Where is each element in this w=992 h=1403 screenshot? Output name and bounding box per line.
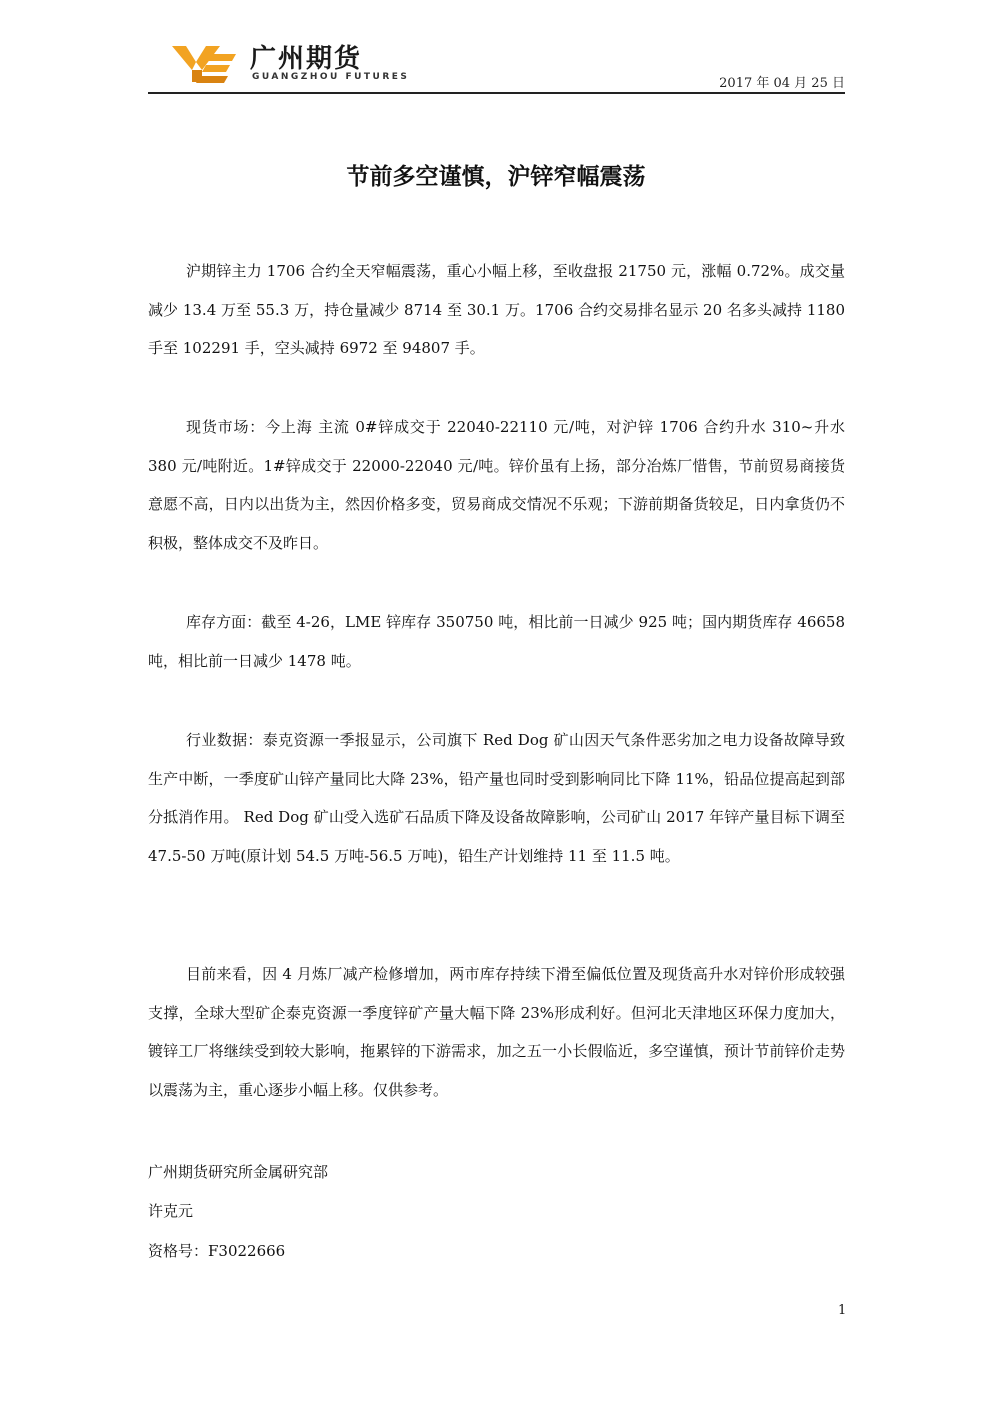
brand-name-cn: 广州期货 [250, 44, 363, 74]
page-header [148, 30, 845, 92]
paragraph-spot-market: 现货市场：今上海 主流 0#锌成交于 22040-22110 元/吨，对沪锌 1706 合约升水 310~升水 380 元/吨附近。1#锌成交于 22000-22040 元/吨。锌价虽有上扬，部分冶炼厂惜售，节前贸易商接货意愿不高，日内以出货为主，然因价格多变，贸易商成交情况不乐观；下游前期备货较足，日内拿货仍不积极，整体成交不及昨日。 [148, 418, 845, 552]
paragraph-industry-data: 行业数据：泰克资源一季报显示，公司旗下 Red Dog 矿山因天气条件恶劣加之电力设备故障导致生产中断，一季度矿山锌产量同比大降 23%，铅产量也同时受到影响同比下降 11%，铅品位提高起到部分抵消作用。 Red Dog 矿山受入选矿石品质下降及设备故障影响，公司矿山 2017 年锌产量目标下调至 47.5-50 万吨(原计划 54.5 万吨-56.5 万吨)，铅生产计划维持 11 至 11.5 吨。 [148, 731, 845, 865]
paragraph-outlook: 目前来看，因 4 月炼厂减产检修增加，两市库存持续下滑至偏低位置及现货高升水对锌价形成较强支撑，全球大型矿企泰克资源一季度锌矿产量大幅下降 23%形成利好。但河北天津地区环保力度加大，镀锌工厂将继续受到较大影响，拖累锌的下游需求，加之五一小长假临近，多空谨慎，预计节前锌价走势以震荡为主，重心逐步小幅上移。仅供参考。 [148, 965, 845, 1099]
report-date: 2017 年 04 月 25 日 [719, 76, 845, 91]
paragraph-inventory: 库存方面：截至 4-26，LME 锌库存 350750 吨，相比前一日减少 925 吨；国内期货库存 46658 吨，相比前一日减少 1478 吨。 [148, 613, 845, 670]
guangzhou-futures-logo-icon [172, 40, 236, 84]
header-divider [148, 92, 845, 94]
page-number: 1 [838, 1303, 847, 1318]
signature-license: 资格号：F3022666 [148, 1242, 286, 1260]
document-title: 节前多空谨慎，沪锌窄幅震荡 [346, 164, 646, 190]
signature-author: 许克元 [148, 1202, 194, 1220]
signature-department: 广州期货研究所金属研究部 [148, 1163, 329, 1181]
brand-name-en: GUANGZHOU FUTURES [252, 72, 410, 82]
paragraph-futures-summary: 沪期锌主力 1706 合约全天窄幅震荡，重心小幅上移，至收盘报 21750 元，涨幅 0.72%。成交量减少 13.4 万至 55.3 万，持仓量减少 8714 至 30.1 万。1706 合约交易排名显示 20 名多头减持 1180 手至 102291 手，空头减持 6972 至 94807 手。 [148, 262, 845, 357]
